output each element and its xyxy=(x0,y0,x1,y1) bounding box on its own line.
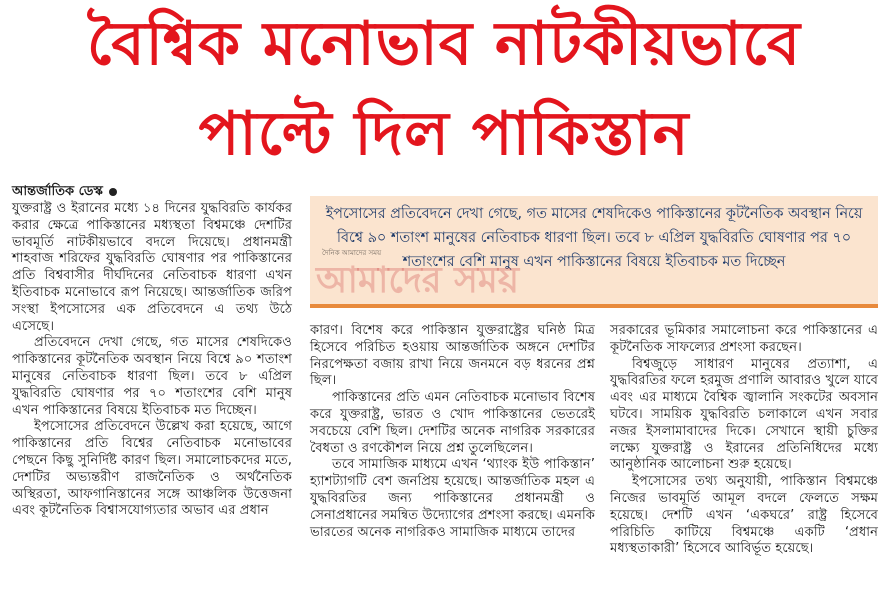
column-3-paragraph-3: ইপসোসের তথ্য অনুযায়ী, পাকিস্তান বিশ্বমঞ্চে নিজের ভাবমূর্তি আমূল বদলে ফেলতে সক্ষম হয়েছে। দেশটি এখন ‘একঘরে’ রাষ্ট্র হিসেবে পরিচিতি কাটিয়ে বিশ্বমঞ্চে একটি ‘প্রধান মধ্যস্থতাকারী’ হিসেবে আবির্ভূত হয়েছে। xyxy=(610,474,878,557)
headline-line-1: বৈশ্বিক মনোভাব নাটকীয়ভাবে xyxy=(87,9,801,79)
watermark-tagline: দৈনিক আমাদের সময় xyxy=(322,249,382,257)
article-column-2 xyxy=(310,323,595,541)
column-1-paragraph-2: প্রতিবেদনে দেখা গেছে, গত মাসের শেষদিকেও পাকিস্তানের কূটনৈতিক অবস্থান নিয়ে বিশ্বে ৯০ শতাংশ মানুষের নেতিবাচক ধারণা ছিল। তবে ৮ এপ্রিল যুদ্ধবিরতি ঘোষণার পর ৭০ শতাংশের বেশি মানুষ এখন পাকিস্তানের বিষয়ে ইতিবাচক মত দিচ্ছেন। xyxy=(12,335,292,418)
pull-quote-box xyxy=(310,196,878,308)
column-2-paragraph-1: কারণ। বিশেষ করে পাকিস্তান যুক্তরাষ্ট্রের ঘনিষ্ঠ মিত্র হিসেবে পরিচিত হওয়ায় আন্তর্জাতিক অঙ্গনে দেশটির নিরপেক্ষতা বজায় রাখা নিয়ে জনমনে বড় ধরনের প্রশ্ন ছিল। xyxy=(310,323,595,389)
pull-quote-text: ইপসোসের প্রতিবেদনে দেখা গেছে, গত মাসের শেষদিকেও পাকিস্তানের কূটনৈতিক অবস্থান নিয়ে বিশ্বে ৯০ শতাংশ মানুষের নেতিবাচক ধারণা ছিল। তবে ৮ এপ্রিল যুদ্ধবিরতি ঘোষণার পর ৭০ শতাংশের বেশি মানুষ এখন পাকিস্তানের বিষয়ে ইতিবাচক মত দিচ্ছেন xyxy=(325,206,863,270)
column-2-paragraph-2: পাকিস্তানের প্রতি এমন নেতিবাচক মনোভাব বিশেষ করে যুক্তরাষ্ট্র, ভারত ও খোদ পাকিস্তানের ভেতরেই সবচেয়ে বেশি ছিল। দেশটির অনেক নাগরিক সরকারের বৈধতা ও রণকৌশল নিয়ে প্রশ্ন তুলেছিলেন। xyxy=(310,390,595,456)
bullet-dot-icon xyxy=(109,188,117,196)
headline-line-2: পাল্টে দিল পাকিস্তান xyxy=(198,99,690,169)
column-1-paragraph-1: যুক্তরাষ্ট্র ও ইরানের মধ্যে ১৪ দিনের যুদ্ধবিরতি কার্যকর করার ক্ষেত্রে পাকিস্তানের মধ্যস্থতা বিশ্বমঞ্চে দেশটির ভাবমূর্তি নাটকীয়ভাবে বদলে দিয়েছে। প্রধানমন্ত্রী শাহবাজ শরিফের যুদ্ধবিরতি ঘোষণার পর পাকিস্তানের প্রতি বিশ্ববাসীর দীর্ঘদিনের নেতিবাচক ধারণা এখন ইতিবাচক মনোভাবে রূপ নিয়েছে। আন্তর্জাতিক জরিপ সংস্থা ইপসোসের এক প্রতিবেদনে এ তথ্য উঠে এসেছে। xyxy=(12,201,292,334)
watermark-logo: আমাদের সময় xyxy=(316,260,520,301)
article-column-1 xyxy=(12,183,292,520)
column-1-paragraph-3: ইপসোসের প্রতিবেদনে উল্লেখ করা হয়েছে, আগে পাকিস্তানের প্রতি বিশ্বের নেতিবাচক মনোভাবের পেছনে কিছু সুনির্দিষ্ট কারণ ছিল। সমালোচকদের মতে, দেশটির অভ্যন্তরীণ রাজনৈতিক ও অর্থনৈতিক অস্থিরতা, আফগানিস্তানের সঙ্গে আঞ্চলিক উত্তেজনা এবং কূটনৈতিক বিশ্বাসযোগ্যতার অভাব এর প্রধান xyxy=(12,419,292,519)
column-3-paragraph-1: সরকারের ভূমিকার সমালোচনা করে পাকিস্তানের এ কূটনৈতিক সাফল্যের প্রশংসা করছেন। xyxy=(610,323,878,355)
byline-text: আন্তর্জাতিক ডেস্ক xyxy=(12,184,103,199)
article-column-3 xyxy=(610,323,878,558)
column-2-paragraph-3: তবে সামাজিক মাধ্যমে এখন ‘থ্যাংক ইউ পাকিস্তান’ হ্যাশট্যাগটি বেশ জনপ্রিয় হয়েছে। আন্তর্জাতিক মহল এ যুদ্ধবিরতির জন্য পাকিস্তানের প্রধানমন্ত্রী ও সেনাপ্রধানের সমন্বিত উদ্যোগের প্রশংসা করছে। এমনকি ভারতের অনেক নাগরিকও সামাজিক মাধ্যমে তাদের xyxy=(310,457,595,540)
column-3-paragraph-2: বিশ্বজুড়ে সাধারণ মানুষের প্রত্যাশা, এ যুদ্ধবিরতির ফলে হরমুজ প্রণালি আবারও খুলে যাবে এবং এর মাধ্যমে বৈশ্বিক জ্বালানি সংকটের অবসান ঘটবে। সাময়িক যুদ্ধবিরতি চলাকালে এখন সবার নজর ইসলামাবাদের দিকে। সেখানে স্থায়ী চুক্তির লক্ষ্যে যুক্তরাষ্ট্র ও ইরানের প্রতিনিধিদের মধ্যে আনুষ্ঠানিক আলোচনা শুরু হয়েছে। xyxy=(610,356,878,473)
byline xyxy=(12,183,292,201)
